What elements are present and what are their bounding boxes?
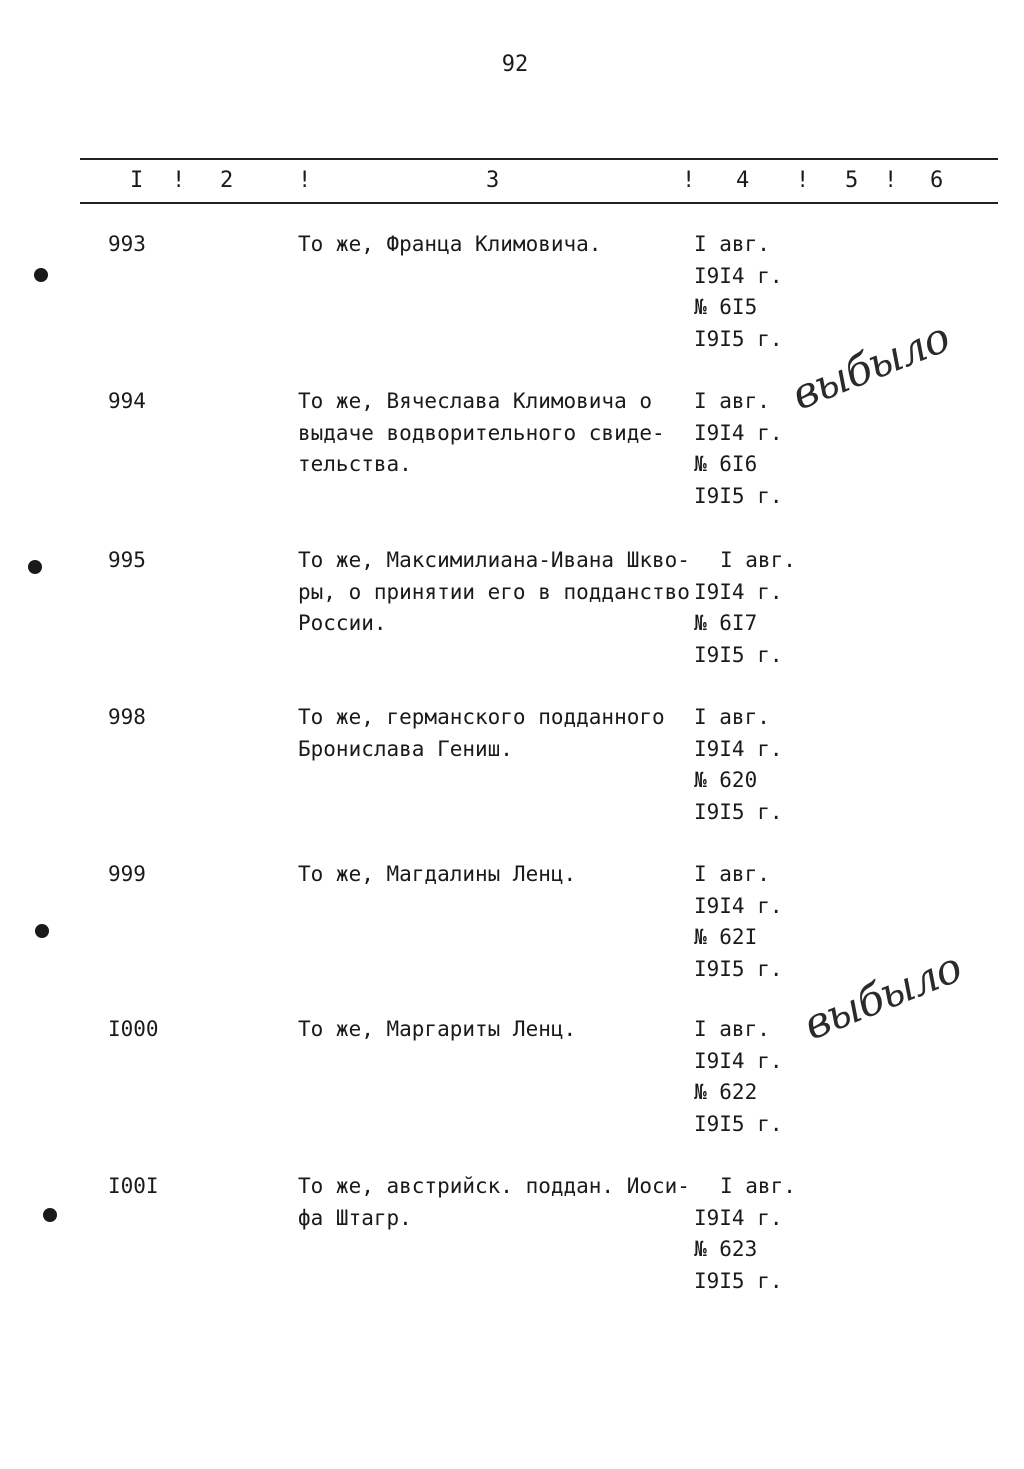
handwritten-note: выбыло — [784, 312, 956, 420]
date-line: I9I4 г. — [694, 736, 783, 761]
date-line: I9I5 г. — [694, 1111, 783, 1136]
date-line: I9I5 г. — [694, 326, 783, 351]
record-date — [694, 386, 783, 512]
date-line: № 623 — [694, 1237, 758, 1261]
description-line: То же, Франца Климовича. — [298, 232, 602, 256]
column-separator: ! — [884, 168, 898, 193]
column-header-3: 3 — [486, 168, 500, 193]
record-description — [298, 545, 690, 640]
record-description — [298, 702, 665, 765]
column-header-6: 6 — [930, 168, 944, 193]
record-number: I000 — [108, 1017, 159, 1041]
description-line: ры, о принятии его в подданство — [298, 579, 690, 604]
header-bottom-rule — [80, 202, 998, 204]
date-line: № 622 — [694, 1080, 758, 1104]
description-line: То же, Максимилиана-Ивана Шкво- — [298, 548, 690, 572]
date-line: I9I4 г. — [694, 579, 783, 604]
header-top-rule — [80, 158, 998, 160]
date-line: № 620 — [694, 768, 758, 792]
description-line: тельства. — [298, 452, 412, 476]
description-line: выдаче водворительного свиде- — [298, 420, 665, 445]
handwritten-note: выбыло — [796, 942, 968, 1050]
record-description — [298, 859, 576, 891]
column-separator: ! — [682, 168, 696, 193]
date-line: I авг. — [720, 548, 796, 572]
record-number: I00I — [108, 1174, 159, 1198]
description-line: То же, Магдалины Ленц. — [298, 862, 577, 886]
record-number: 995 — [108, 548, 146, 572]
page-number: 92 — [501, 52, 529, 77]
record-date — [694, 545, 796, 671]
date-line: I9I5 г. — [694, 799, 783, 824]
date-line: № 6I7 — [694, 611, 758, 635]
column-header-row — [0, 168, 1024, 194]
date-line: I9I4 г. — [694, 263, 783, 288]
date-line: I авг. — [720, 1174, 796, 1198]
record-date — [694, 1014, 783, 1140]
description-line: То же, австрийск. поддан. Иоси- — [298, 1174, 690, 1198]
punch-hole — [35, 924, 49, 938]
record-number: 998 — [108, 705, 146, 729]
column-header-5: 5 — [845, 168, 859, 193]
record-description — [298, 1171, 690, 1234]
date-line: I9I4 г. — [694, 893, 783, 918]
date-line: I авг. — [694, 862, 770, 886]
description-line: Бронислава Гениш. — [298, 736, 513, 761]
date-line: I9I5 г. — [694, 1268, 783, 1293]
punch-hole — [43, 1208, 57, 1222]
record-number: 999 — [108, 862, 146, 886]
date-line: I9I5 г. — [694, 483, 783, 508]
date-line: I9I5 г. — [694, 642, 783, 667]
record-description — [298, 229, 601, 261]
column-separator: ! — [172, 168, 186, 193]
description-line: России. — [298, 611, 387, 635]
date-line: № 62I — [694, 925, 758, 949]
date-line: I9I4 г. — [694, 1205, 783, 1230]
date-line: № 6I6 — [694, 452, 758, 476]
date-line: № 6I5 — [694, 295, 758, 319]
punch-hole — [28, 560, 42, 574]
record-date — [694, 1171, 796, 1297]
date-line: I авг. — [694, 705, 770, 729]
record-number: 993 — [108, 232, 146, 256]
description-line: То же, германского подданного — [298, 705, 665, 729]
column-separator: ! — [796, 168, 810, 193]
record-date — [694, 229, 783, 355]
description-line: То же, Вячеслава Климовича о — [298, 389, 653, 413]
description-line: То же, Маргариты Ленц. — [298, 1017, 577, 1041]
date-line: I авг. — [694, 1017, 770, 1041]
record-date — [694, 702, 783, 828]
date-line: I9I4 г. — [694, 420, 783, 445]
record-description — [298, 1014, 576, 1046]
column-header-1: I — [130, 168, 144, 193]
record-description — [298, 386, 665, 481]
record-number: 994 — [108, 389, 146, 413]
column-header-2: 2 — [220, 168, 234, 193]
date-line: I авг. — [694, 389, 770, 413]
description-line: фа Штагр. — [298, 1205, 412, 1230]
column-header-4: 4 — [736, 168, 750, 193]
date-line: I9I5 г. — [694, 956, 783, 981]
column-separator: ! — [298, 168, 312, 193]
date-line: I авг. — [694, 232, 770, 256]
date-line: I9I4 г. — [694, 1048, 783, 1073]
punch-hole — [34, 268, 48, 282]
record-date — [694, 859, 783, 985]
